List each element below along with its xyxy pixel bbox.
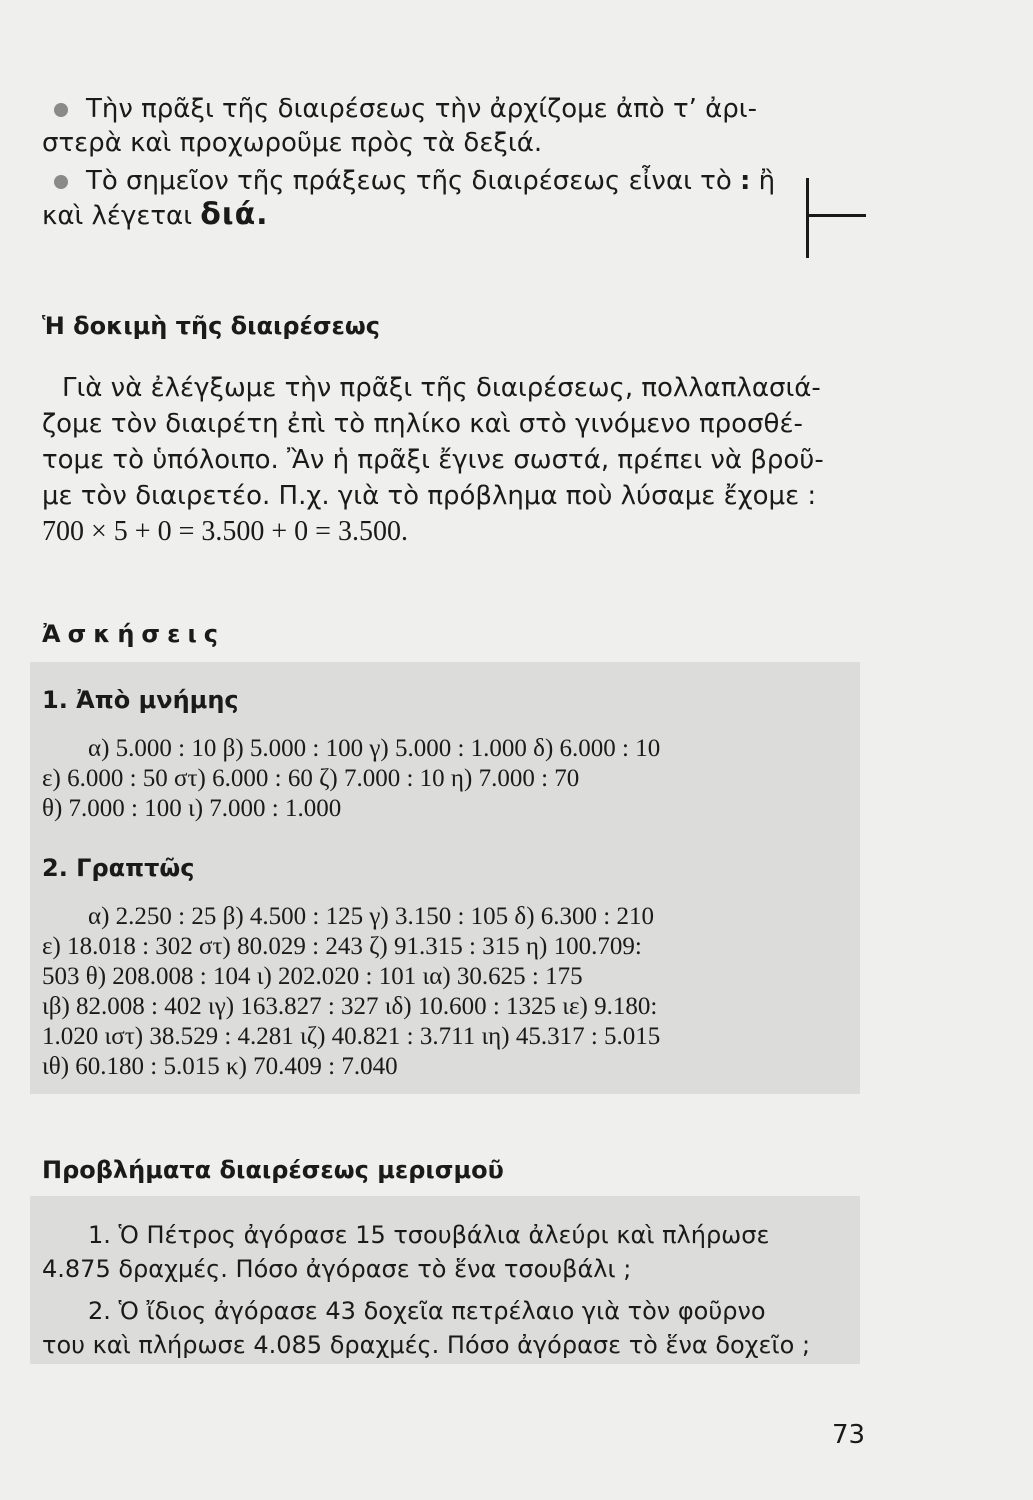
intro-bullet-1-text-a: Τὴν πρᾶξι τῆς διαιρέσεως τὴν ἀρχίζομε ἀπὸ τ’ ἀρι- — [86, 94, 757, 124]
problem-1 — [42, 1218, 842, 1286]
intro-bullet-2-line-1 — [42, 164, 862, 198]
written-line: α) 2.250 : 25 β) 4.500 : 125 γ) 3.150 : 105 δ) 6.300 : 210 — [88, 903, 654, 930]
intro-bullet-2 — [42, 164, 862, 233]
problem-2-line-2: του καὶ πλήρωσε 4.085 δραχμές. Πόσο ἀγόρασε τὸ ἕνα δοχεῖο ; — [42, 1331, 811, 1359]
intro-bullet-1-line-1 — [42, 92, 862, 126]
intro-bullet-2-text-a: Τὸ σημεῖον τῆς πράξεως τῆς διαιρέσεως εἶναι τὸ — [86, 166, 732, 196]
memory-heading: 1. Ἀπὸ μνήμης — [42, 686, 239, 714]
intro-bullet-2-prefix: καὶ λέγεται — [42, 201, 192, 231]
proof-paragraph — [42, 370, 877, 550]
memory-line: ε) 6.000 : 50 στ) 6.000 : 60 ζ) 7.000 : 10 η) 7.000 : 70 — [42, 765, 580, 792]
memory-exercises — [42, 734, 660, 824]
bullet-icon — [54, 175, 68, 189]
memory-line: α) 5.000 : 10 β) 5.000 : 100 γ) 5.000 : 1.000 δ) 6.000 : 10 — [88, 735, 661, 762]
or-word: ἢ — [758, 166, 776, 196]
problem-1-line-1: 1. Ὁ Πέτρος ἀγόρασε 15 τσουβάλια ἀλεύρι καὶ πλήρωσε — [88, 1221, 770, 1249]
written-line: ιθ) 60.180 : 5.015 κ) 70.409 : 7.040 — [42, 1053, 398, 1080]
division-bracket-horizontal — [806, 214, 866, 217]
page-number: 73 — [832, 1420, 866, 1450]
problems-panel — [30, 1196, 860, 1364]
exercises-heading: Ἀσκήσεις — [42, 620, 226, 648]
dia-word: διά. — [200, 197, 269, 232]
intro-bullet-1-line-2: στερὰ καὶ προχωροῦμε πρὸς τὰ δεξιά. — [42, 128, 543, 158]
written-line: ε) 18.018 : 302 στ) 80.029 : 243 ζ) 91.315 : 315 η) 100.709: — [42, 933, 642, 960]
problem-2 — [42, 1294, 842, 1362]
intro-bullet-1 — [42, 92, 862, 160]
proof-line: ζομε τὸν διαιρέτη ἐπὶ τὸ πηλίκο καὶ στὸ γινόμενο προσθέ- — [42, 409, 803, 439]
exercises-panel — [30, 662, 860, 1094]
proof-heading: Ἡ δοκιμὴ τῆς διαιρέσεως — [42, 312, 381, 340]
written-exercises — [42, 902, 660, 1082]
bullet-icon — [54, 103, 68, 117]
problem-2-line-1: 2. Ὁ ἴδιος ἀγόρασε 43 δοχεῖα πετρέλαιο γιὰ τὸν φοῦρνο — [88, 1297, 766, 1325]
division-bracket-icon — [806, 178, 866, 258]
proof-line: με τὸν διαιρετέο. Π.χ. γιὰ τὸ πρόβλημα ποὺ λύσαμε ἔχομε : — [42, 481, 817, 511]
written-heading: 2. Γραπτῶς — [42, 854, 195, 882]
proof-equation: 700 × 5 + 0 = 3.500 + 0 = 3.500. — [42, 516, 408, 547]
intro-bullet-2-line-2 — [42, 198, 862, 233]
written-line: 503 θ) 208.008 : 104 ι) 202.020 : 101 ια) 30.625 : 175 — [42, 963, 583, 990]
written-line: ιβ) 82.008 : 402 ιγ) 163.827 : 327 ιδ) 10.600 : 1325 ιε) 9.180: — [42, 993, 658, 1020]
written-line: 1.020 ιστ) 38.529 : 4.281 ιζ) 40.821 : 3.711 ιη) 45.317 : 5.015 — [42, 1023, 661, 1050]
problem-1-line-2: 4.875 δραχμές. Πόσο ἀγόρασε τὸ ἕνα τσουβάλι ; — [42, 1255, 632, 1283]
problems-heading: Προβλήματα διαιρέσεως μερισμοῦ — [42, 1156, 504, 1184]
division-bracket-vertical — [806, 178, 809, 258]
proof-line: τομε τὸ ὑπόλοιπο. Ἂν ἡ πρᾶξι ἔγινε σωστά, πρέπει νὰ βροῦ- — [42, 445, 824, 475]
memory-line: θ) 7.000 : 100 ι) 7.000 : 1.000 — [42, 795, 342, 822]
colon-symbol: : — [740, 166, 751, 196]
proof-line: Γιὰ νὰ ἐλέγξωμε τὴν πρᾶξι τῆς διαιρέσεως, πολλαπλασιά- — [62, 373, 821, 403]
